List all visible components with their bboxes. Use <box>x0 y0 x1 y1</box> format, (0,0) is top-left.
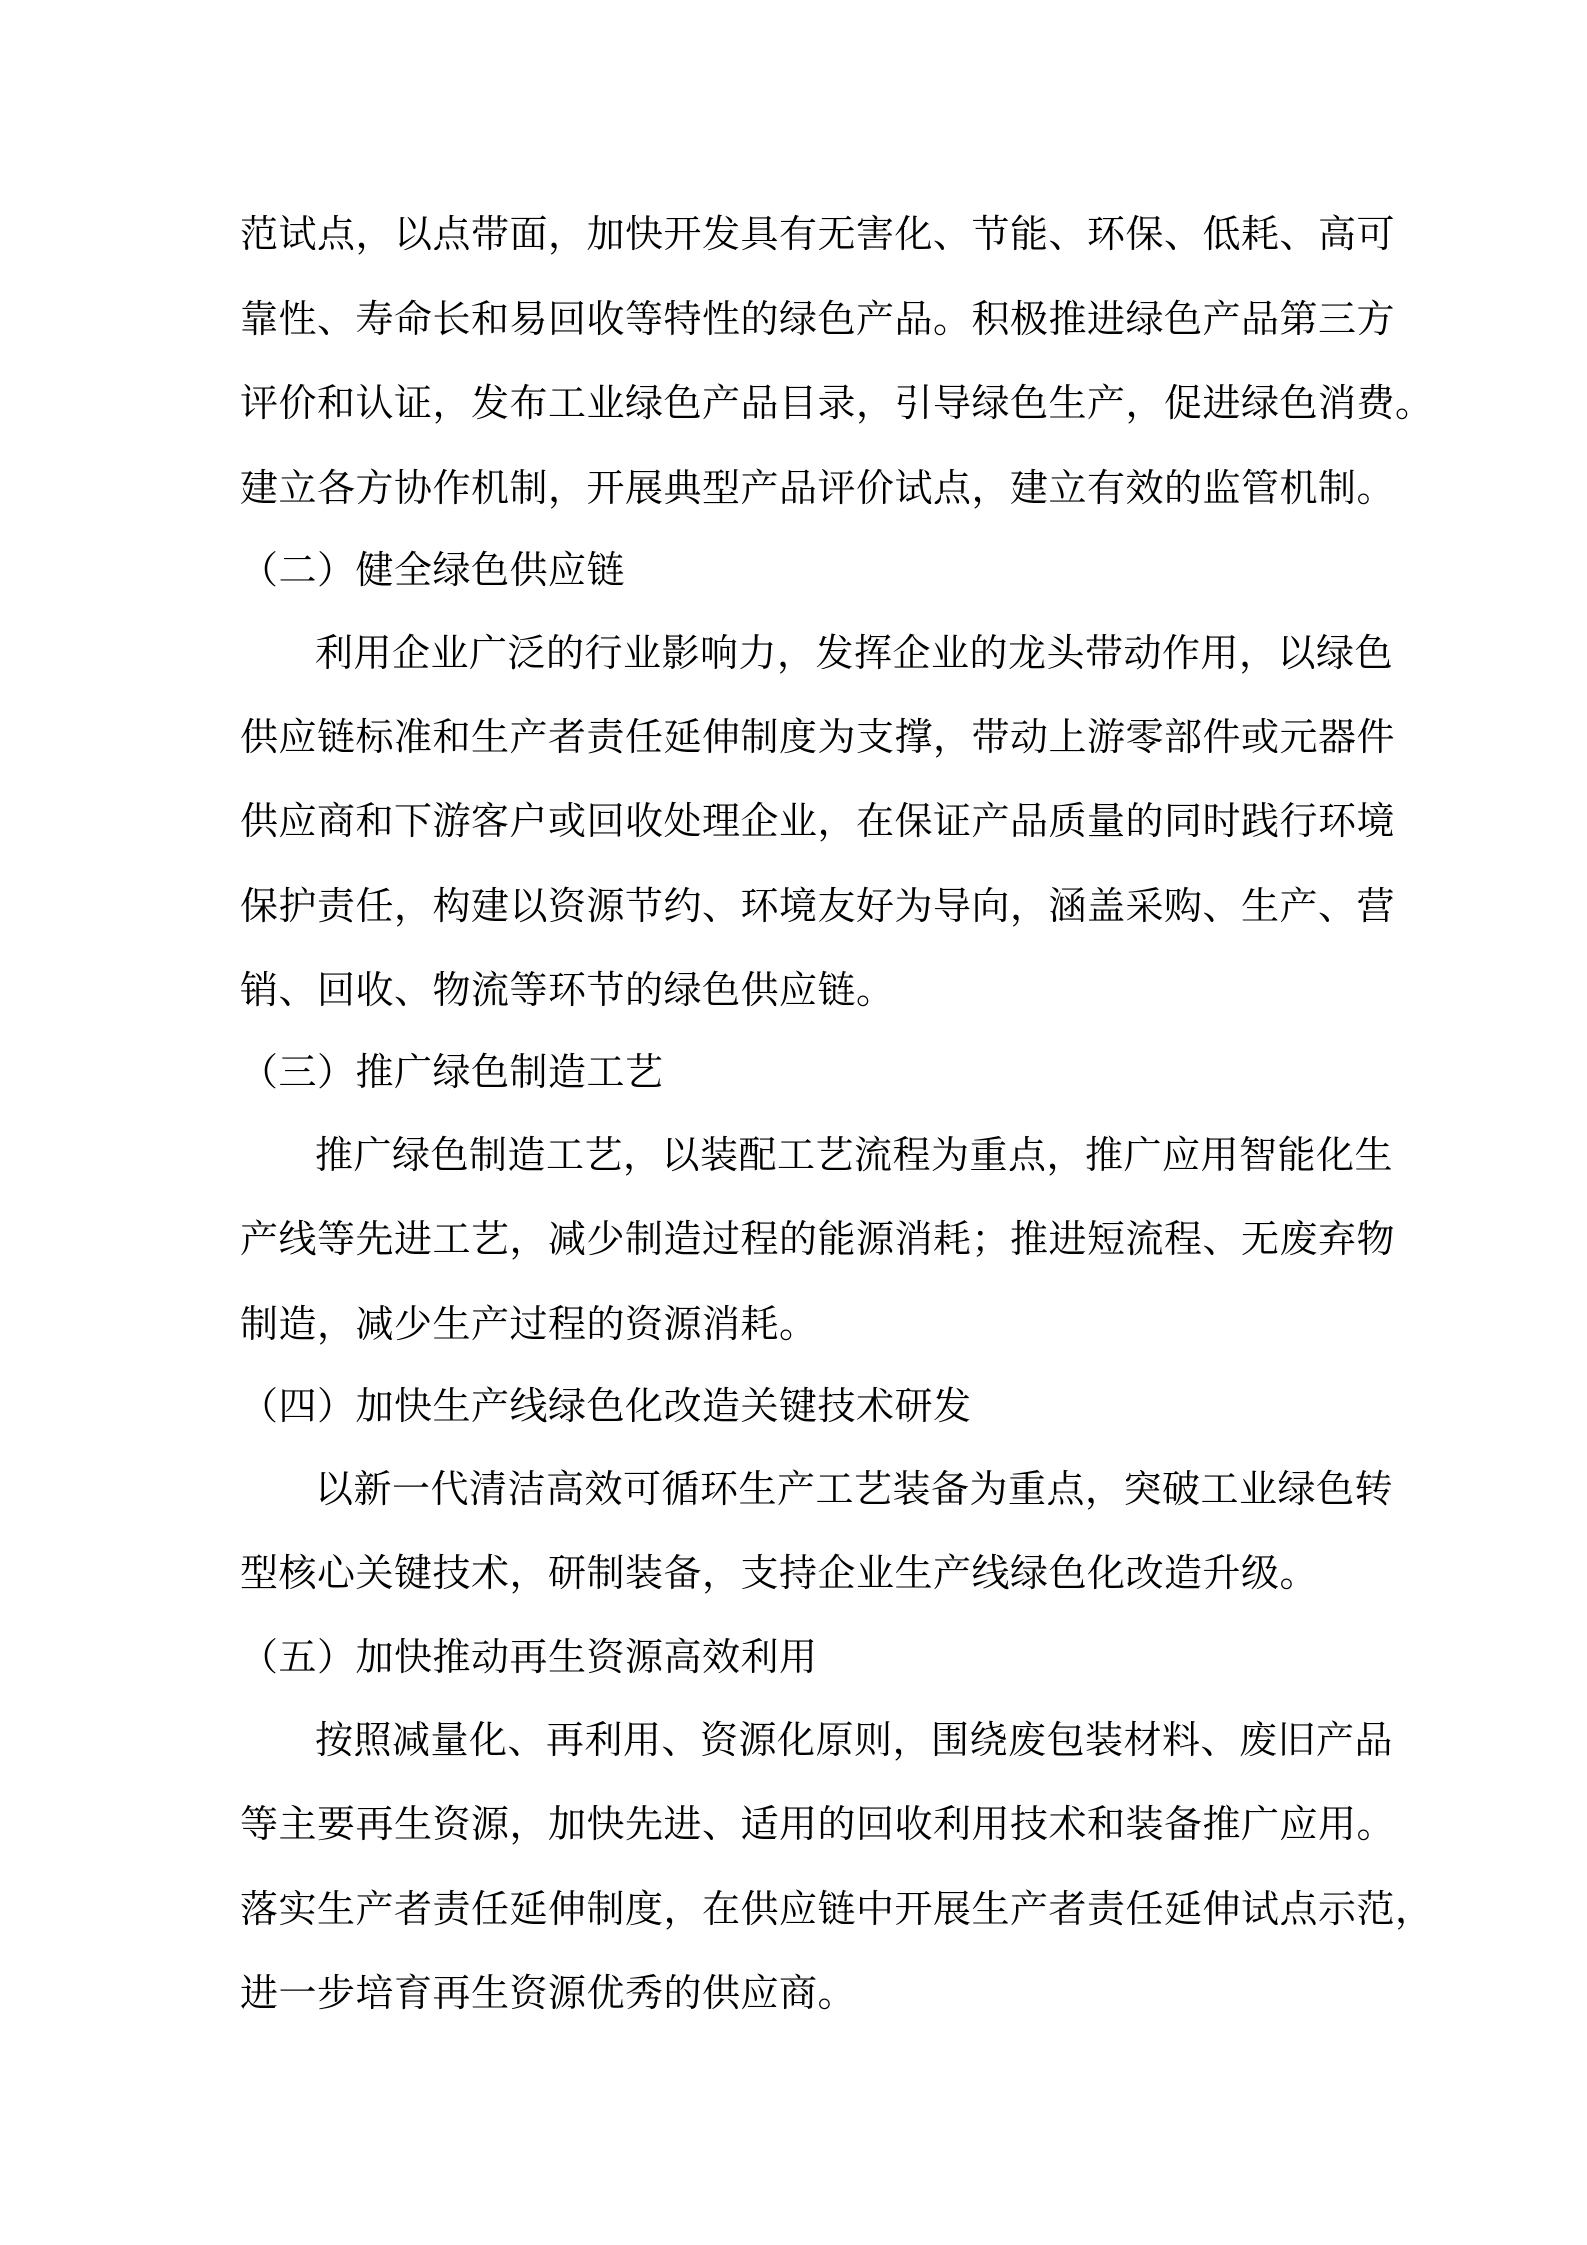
section-heading: （二）健全绿色供应链 <box>240 548 626 592</box>
paragraph-line: 供应链标准和生产者责任延伸制度为支撑，带动上游零部件或元器件 <box>240 715 1396 759</box>
paragraph-line: 靠性、寿命长和易回收等特性的绿色产品。积极推进绿色产品第三方 <box>240 297 1396 341</box>
section-heading: （三）推广绿色制造工艺 <box>240 1050 664 1094</box>
paragraph-line: 推广绿色制造工艺，以装配工艺流程为重点，推广应用智能化生 <box>315 1133 1394 1177</box>
paragraph-line: 保护责任，构建以资源节约、环境友好为导向，涵盖采购、生产、营 <box>240 884 1396 928</box>
paragraph-line: 制造，减少生产过程的资源消耗。 <box>240 1302 818 1346</box>
paragraph-line: 落实生产者责任延伸制度，在供应链中开展生产者责任延伸试点示范， <box>240 1887 1434 1931</box>
paragraph-line: 范试点，以点带面，加快开发具有无害化、节能、环保、低耗、高可 <box>240 212 1396 256</box>
paragraph-line: 建立各方协作机制，开展典型产品评价试点，建立有效的监管机制。 <box>240 466 1396 510</box>
section-heading: （五）加快推动再生资源高效利用 <box>240 1635 818 1679</box>
paragraph-line: 等主要再生资源，加快先进、适用的回收利用技术和装备推广应用。 <box>240 1802 1396 1846</box>
paragraph-line: 供应商和下游客户或回收处理企业，在保证产品质量的同时践行环境 <box>240 799 1396 843</box>
paragraph-line: 产线等先进工艺，减少制造过程的能源消耗；推进短流程、无废弃物 <box>240 1217 1396 1261</box>
paragraph-line: 型核心关键技术，研制装备，支持企业生产线绿色化改造升级。 <box>240 1551 1319 1595</box>
paragraph-line: 以新一代清洁高效可循环生产工艺装备为重点，突破工业绿色转 <box>315 1467 1394 1511</box>
paragraph-line: 按照减量化、再利用、资源化原则，围绕废包装材料、废旧产品 <box>315 1718 1394 1762</box>
section-heading: （四）加快生产线绿色化改造关键技术研发 <box>240 1384 972 1428</box>
paragraph-line: 利用企业广泛的行业影响力，发挥企业的龙头带动作用，以绿色 <box>315 631 1394 675</box>
paragraph-line: 评价和认证，发布工业绿色产品目录，引导绿色生产，促进绿色消费。 <box>240 381 1434 425</box>
paragraph-line: 进一步培育再生资源优秀的供应商。 <box>240 1971 857 2015</box>
paragraph-line: 销、回收、物流等环节的绿色供应链。 <box>240 968 895 1012</box>
